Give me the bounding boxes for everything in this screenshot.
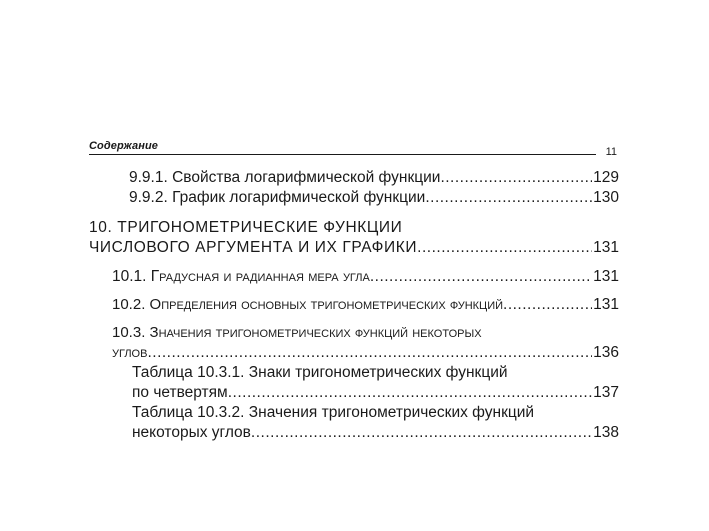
toc-entry-title: 9.9.1. Свойства логарифмической функции	[129, 169, 441, 186]
running-header-title: Содержание	[89, 140, 158, 152]
toc-entry-title-line1: 10.3. Значения тригонометрических функций некоторых	[112, 324, 482, 341]
toc-entry-title-line1: Таблица 10.3.2. Значения тригонометрических функций	[132, 404, 535, 421]
toc-entry-page: 138	[593, 424, 619, 441]
page-number: 11	[605, 146, 617, 158]
header-rule	[89, 154, 596, 155]
table-of-contents	[89, 168, 619, 443]
toc-entry-page: 137	[593, 384, 619, 401]
toc-entry-page: 136	[593, 344, 619, 361]
toc-entry-page: 129	[593, 169, 619, 186]
toc-entry-page: 131	[593, 296, 619, 313]
dot-leader	[228, 383, 592, 403]
toc-entry[interactable]	[89, 188, 619, 208]
toc-entry[interactable]	[89, 295, 619, 315]
dot-leader	[440, 168, 592, 188]
toc-entry-title: ЧИСЛОВОГО АРГУМЕНТА И ИХ ГРАФИКИ	[89, 239, 418, 256]
toc-entry-title: по четвертям	[132, 384, 228, 401]
toc-entry-page: 131	[593, 268, 619, 285]
toc-entry[interactable]	[89, 323, 619, 363]
dot-leader	[425, 188, 592, 208]
dot-leader	[370, 267, 592, 287]
toc-entry-title-line1: Таблица 10.3.1. Знаки тригонометрических функций	[132, 364, 508, 381]
toc-entry-title: углов	[112, 344, 148, 361]
toc-entry[interactable]	[89, 267, 619, 287]
running-header	[89, 138, 617, 160]
toc-entry[interactable]	[89, 168, 619, 188]
toc-chapter-entry[interactable]	[89, 218, 619, 258]
dot-leader	[251, 423, 592, 443]
toc-entry-title: 10.2. Определения основных тригонометрических функций	[112, 296, 504, 313]
toc-entry-title: 10.1. Градусная и радианная мера угла	[112, 268, 370, 285]
toc-entry[interactable]	[89, 363, 619, 403]
dot-leader	[147, 343, 592, 363]
dot-leader	[417, 238, 592, 258]
toc-entry-title-line1: 10. ТРИГОНОМЕТРИЧЕСКИЕ ФУНКЦИИ	[89, 219, 403, 236]
toc-entry-page: 131	[593, 239, 619, 256]
toc-entry-page: 130	[593, 189, 619, 206]
toc-entry-title: некоторых углов	[132, 424, 251, 441]
dot-leader	[503, 295, 592, 315]
toc-entry-title: 9.9.2. График логарифмической функции	[129, 189, 426, 206]
toc-entry[interactable]	[89, 403, 619, 443]
